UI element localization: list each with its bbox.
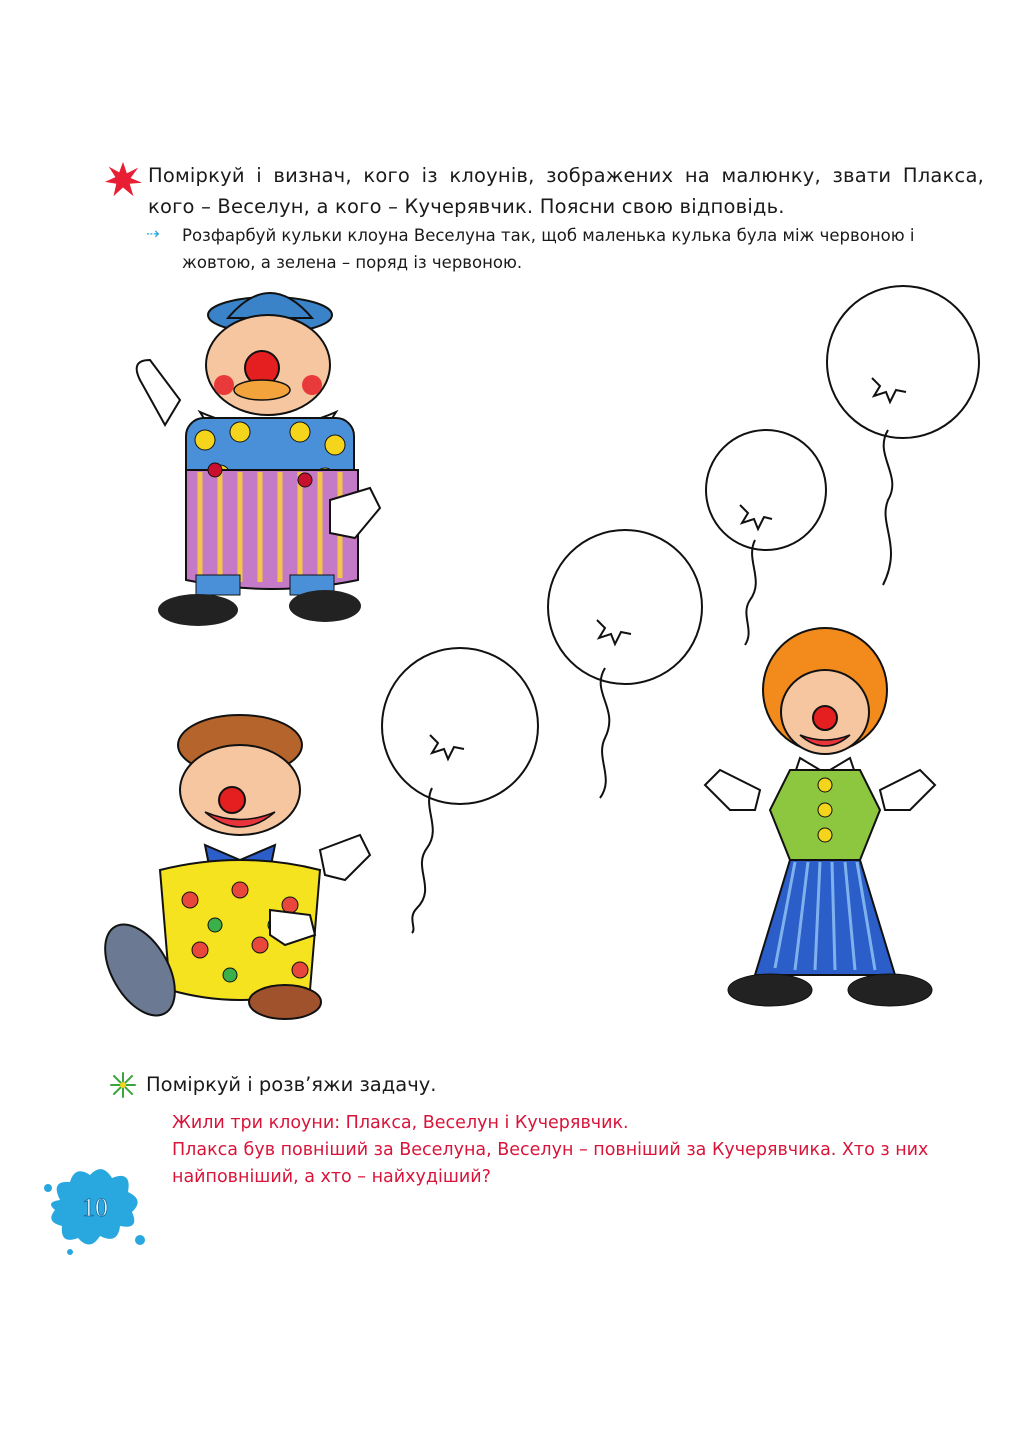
- clown-crying: [137, 293, 380, 626]
- balloons: [382, 286, 979, 933]
- task-2-text: Поміркуй і розв’яжи задачу.: [146, 1073, 437, 1096]
- task-2: [110, 1070, 990, 1100]
- subtask: [146, 222, 984, 276]
- balloon-4: [827, 286, 979, 585]
- page-number: 10: [82, 1193, 108, 1222]
- balloon-2: [548, 530, 702, 798]
- green-snowflake-star-icon: [110, 1072, 136, 1098]
- problem-line-1: Жили три клоуни: Плакса, Веселун і Кучерявчик.: [172, 1113, 629, 1133]
- balloon-3: [706, 430, 826, 645]
- balloon-1: [382, 648, 538, 933]
- problem-line-2: Плакса був повніший за Веселуна, Веселун – повніший за Кучерявчика. Хто з них найповніший, а хто – найхудіший?: [172, 1140, 929, 1187]
- task-1: [104, 160, 984, 222]
- clown-happy: [91, 715, 370, 1027]
- task-1-text: Поміркуй і визнач, кого із клоунів, зображених на малюнку, звати Плакса, кого – Веселун, а кого – Кучерявчик. Поясни свою відповідь.: [148, 164, 984, 218]
- clown-curly: [705, 628, 935, 1006]
- arrow-right-icon: ⇢: [146, 224, 160, 243]
- red-splash-star-icon: [104, 160, 142, 198]
- subtask-text: Розфарбуй кульки клоуна Веселуна так, щоб маленька кулька була між червоною і жовтою, а зелена – поряд із червоною.: [182, 226, 915, 272]
- page-number-badge: [40, 1160, 150, 1260]
- problem-text: [172, 1110, 942, 1191]
